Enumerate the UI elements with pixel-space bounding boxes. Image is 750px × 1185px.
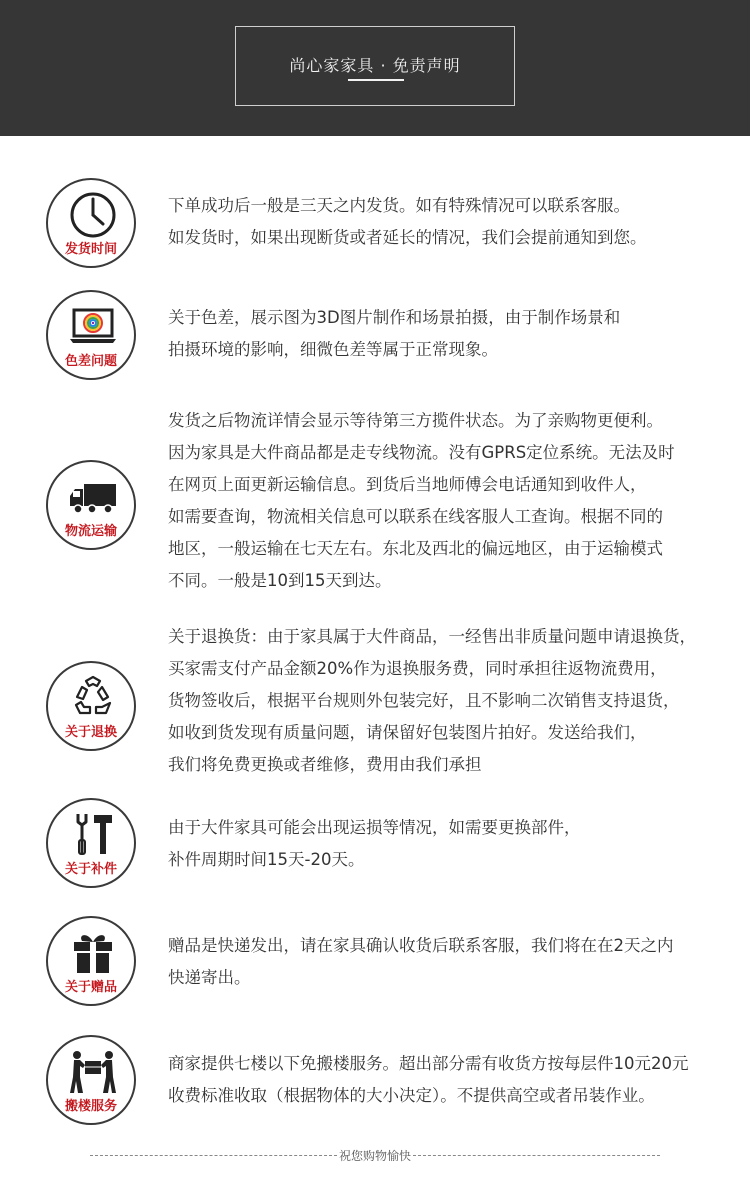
gift-icon [68,928,118,978]
section-text [168,621,738,781]
text-line: 拍摄环境的影响，细微色差等属于正常现象。 [168,340,498,359]
text-line: 关于色差，展示图为3D图片制作和场景拍摄，由于制作场景和 [168,308,621,327]
laptop-color-wheel-icon [68,302,118,352]
footer [90,1146,660,1164]
text-line: 如发货时，如果出现断货或者延长的情况，我们会提前通知到您。 [168,228,647,247]
section-label: 关于赠品 [64,980,117,995]
text-line: 如收到货发现有质量问题，请保留好包装图片拍好。发送给我们， [168,723,647,742]
footer-divider-left [90,1155,337,1156]
tools-icon [68,810,118,860]
text-line: 关于退换货：由于家具属于大件商品，一经售出非质量问题申请退换货， [168,627,696,646]
text-line: 在网页上面更新运输信息。到货后当地师傅会电话通知到收件人， [168,475,647,494]
text-line: 收费标准收取（根据物体的大小决定）。不提供高空或者吊装作业。 [168,1086,655,1105]
text-line: 如需要查询，物流相关信息可以联系在线客服人工查询。根据不同的 [168,507,663,526]
title-box [235,26,515,106]
clock-icon [68,190,118,240]
section-label: 发货时间 [64,242,117,257]
section-badge [46,798,136,888]
text-line: 不同。一般是10到15天到达。 [168,571,392,590]
section-badge [46,1035,136,1125]
section-label: 物流运输 [64,524,117,539]
section-text [168,302,738,366]
text-line: 因为家具是大件商品都是走专线物流。没有GPRS定位系统。无法及时 [168,443,675,462]
text-line: 商家提供七楼以下免搬楼服务。超出部分需有收货方按每层件10元20元 [168,1054,689,1073]
section-label: 关于退换 [64,725,117,740]
section-text [168,190,738,254]
text-line: 买家需支付产品金额20%作为退换服务费，同时承担往返物流费用， [168,659,667,678]
text-line: 下单成功后一般是三天之内发货。如有特殊情况可以联系客服。 [168,196,630,215]
movers-icon [68,1047,118,1097]
section-badge [46,661,136,751]
section-text [168,812,738,876]
section-badge [46,916,136,1006]
section-badge [46,178,136,268]
section-badge [46,460,136,550]
text-line: 货物签收后，根据平台规则外包装完好，且不影响二次销售支持退货， [168,691,680,710]
text-line: 地区，一般运输在七天左右。东北及西北的偏远地区，由于运输模式 [168,539,663,558]
section-label: 色差问题 [64,354,117,369]
footer-text: 祝您购物愉快 [339,1148,412,1163]
section-label: 关于补件 [64,862,117,877]
recycle-icon [68,673,118,723]
section-text [168,1048,738,1112]
section-text [168,930,738,994]
text-line: 补件周期时间15天-20天。 [168,850,365,869]
page-title: 尚心家家具 · 免责声明 [289,56,461,75]
section-text [168,405,738,597]
text-line: 发货之后物流详情会显示等待第三方揽件状态。为了亲购物更便利。 [168,411,663,430]
text-line: 赠品是快递发出，请在家具确认收货后联系客服，我们将在在2天之内 [168,936,674,955]
section-badge [46,290,136,380]
text-line: 快递寄出。 [168,968,251,987]
section-label: 搬楼服务 [64,1099,117,1114]
text-line: 我们将免费更换或者维修，费用由我们承担 [168,755,482,774]
header-banner [0,0,750,136]
title-underline [348,79,404,81]
footer-divider-right [413,1155,660,1156]
truck-icon [68,472,118,522]
text-line: 由于大件家具可能会出现运损等情况，如需要更换部件， [168,818,581,837]
